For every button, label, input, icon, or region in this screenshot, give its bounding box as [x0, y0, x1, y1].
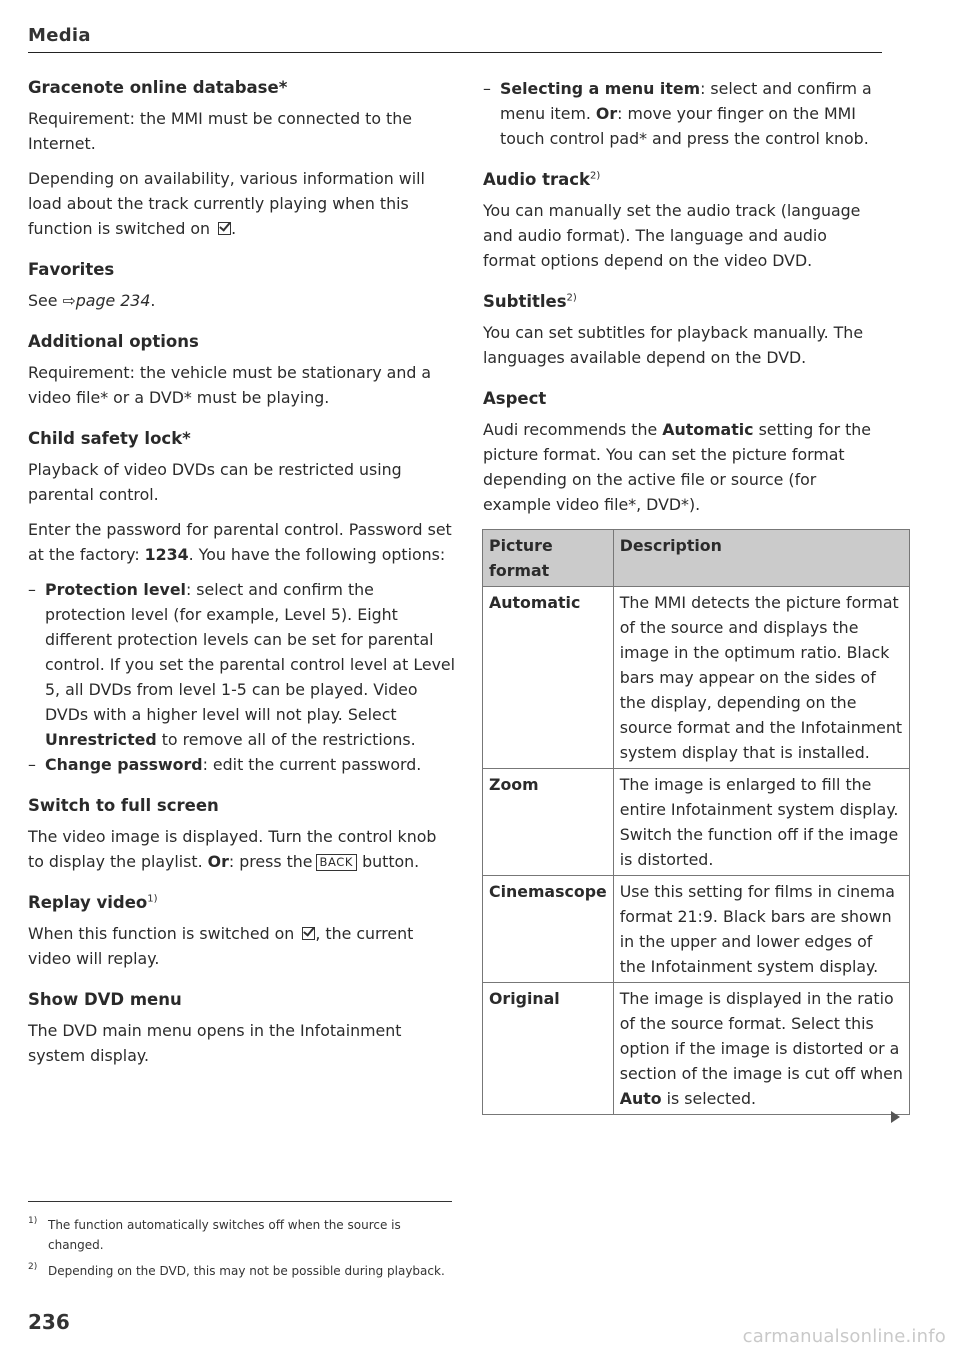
table-row — [483, 983, 910, 1115]
page-number: 236 — [28, 1310, 70, 1334]
table-cell-option: Cinemascope — [483, 876, 614, 983]
right-column — [483, 65, 903, 1115]
heading-favorites: Favorites — [28, 260, 115, 279]
table-row — [483, 587, 910, 769]
table-cell-option: Zoom — [483, 769, 614, 876]
additional-requirement: Requirement: the vehicle must be stationary and a video file* or a DVD* must be playing. — [28, 363, 432, 407]
section-title: Media — [28, 25, 91, 46]
header-rule — [28, 52, 882, 53]
table-row — [483, 769, 910, 876]
child-lock-description: Playback of video DVDs can be restricted using parental control. — [28, 460, 402, 504]
heading-full-screen: Switch to full screen — [28, 796, 219, 815]
heading-gracenote: Gracenote online database* — [28, 78, 288, 97]
aspect-description: Audi recommends the Automatic setting for the picture format. You can set the picture format depending on the active file or source (for example video file*, DVD*). — [483, 420, 872, 514]
dvd-menu-description: The DVD main menu opens in the Infotainment system display. — [28, 1021, 402, 1065]
footnote-ref-2: 2) — [589, 170, 601, 182]
audio-track-description: You can manually set the audio track (language and audio format). The language and audio format options depend on the video DVD. — [483, 201, 861, 270]
heading-replay-video: Replay video$^{1)}$ — [28, 893, 158, 912]
column-header-description: Description — [613, 530, 909, 587]
checkbox-checked-icon — [218, 222, 231, 235]
replay-description: When this function is switched on , the current video will replay. — [28, 924, 414, 968]
continue-arrow-icon — [891, 1111, 900, 1123]
table-cell-option: Automatic — [483, 587, 614, 769]
picture-format-table — [482, 529, 910, 1115]
table-row — [483, 876, 910, 983]
checkbox-checked-icon — [302, 927, 315, 940]
page-link[interactable]: page 234 — [75, 291, 151, 310]
column-header-picture-format: Picture format — [483, 530, 614, 587]
page-reference-arrow-icon: ⇨ — [62, 291, 76, 310]
subtitles-description: You can set subtitles for playback manually. The languages available depend on the DVD. — [483, 323, 864, 367]
footnote-rule — [28, 1201, 452, 1202]
favorites-reference: See ⇨page 234. — [28, 291, 156, 310]
watermark: carmanualsonline.info — [742, 1326, 946, 1347]
footnote-ref-1: 1) — [147, 893, 158, 905]
gracenote-description: Depending on availability, various information will load about the track currently playing when this function is switched on . — [28, 169, 425, 238]
heading-child-safety-lock: Child safety lock* — [28, 429, 191, 448]
footnote-ref-2: 2) — [566, 292, 577, 304]
footnotes — [28, 1215, 448, 1287]
back-key-icon: BACK — [316, 854, 358, 871]
table-cell-description: The image is enlarged to fill the entire Infotainment system display. Switch the function off if the image is distorted. — [613, 769, 909, 876]
table-cell-description: Use this setting for films in cinema format 21:9. Black bars are shown in the upper and lower edges of the Infotainment system display. — [613, 876, 909, 983]
heading-dvd-menu: Show DVD menu — [28, 990, 182, 1009]
list-item-protection-level: – Protection level: select and confirm the protection level (for example, Level 5). Eight different protection levels can be set for parental control. If you set the parental control level at Level 5, all DVDs from level 1-5 can be played. Video DVDs with a higher level will not play. Select Unrestricted to remove all of the restrictions. — [28, 577, 456, 752]
child-lock-password: Enter the password for parental control. Password set at the factory: 1234. You have the following options: — [28, 520, 452, 564]
table-cell-option: Original — [483, 983, 614, 1115]
heading-aspect: Aspect — [483, 389, 547, 408]
full-screen-description: The video image is displayed. Turn the control knob to display the playlist. Or: press the BACK button. — [28, 827, 437, 871]
table-cell-description: The MMI detects the picture format of the source and displays the image in the optimum ratio. Black bars may appear on the sides of the display, depending on the source format and the Infotainment system display that is installed. — [613, 587, 909, 769]
left-column — [28, 65, 456, 1078]
heading-additional-options: Additional options — [28, 332, 199, 351]
footnote-1: 1) The function automatically switches off when the source is changed. — [28, 1216, 401, 1252]
table-cell-description: The image is displayed in the ratio of the source format. Select this option if the image is distorted or a section of the image is cut off when Auto is selected. — [613, 983, 909, 1115]
list-item-change-password: – Change password: edit the current password. — [28, 752, 456, 777]
heading-audio-track: Audio track$^{2)}$ — [483, 170, 601, 189]
list-item-selecting-menu-item: – Selecting a menu item: select and confirm a menu item. Or: move your finger on the MMI touch control pad* and press the control knob. — [483, 76, 883, 151]
footnote-2: 2) Depending on the DVD, this may not be possible during playback. — [28, 1262, 445, 1278]
table-header-row — [483, 530, 910, 587]
gracenote-requirement: Requirement: the MMI must be connected to the Internet. — [28, 109, 412, 153]
heading-subtitles: Subtitles$^{2)}$ — [483, 292, 577, 311]
